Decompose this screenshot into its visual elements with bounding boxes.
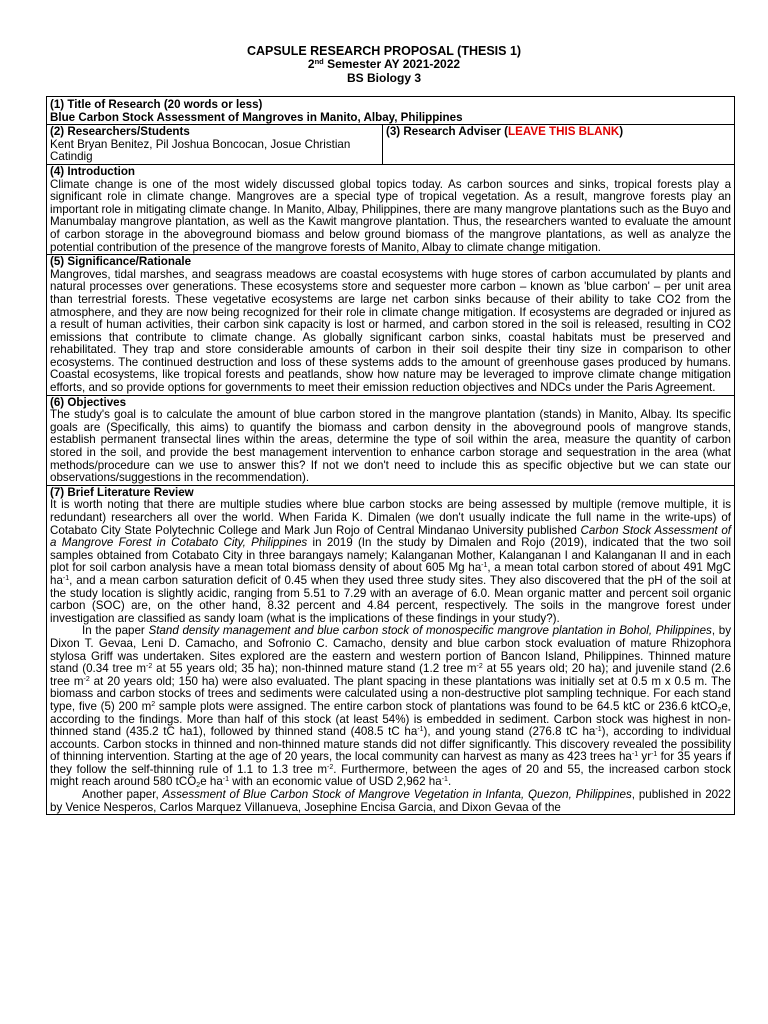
title-cell — [47, 97, 735, 125]
researchers-row — [47, 125, 735, 165]
semester-line — [0, 57, 768, 71]
lit1-paper-title: Carbon Stock Assessment of a Mangrove Forest in Cotabato City, Philippines — [50, 523, 731, 550]
lit2-sup-o: -1 — [441, 776, 448, 784]
literature-review-label: (7) Brief Literature Review — [50, 485, 194, 499]
semester-text: Semester AY 2021-2022 — [323, 57, 461, 71]
lit2-text-n: e ha — [200, 775, 223, 789]
lit1-sup-2: -1 — [62, 574, 70, 582]
lit2-text-p: . — [447, 775, 452, 789]
title-value: Blue Carbon Stock Assessment of Mangroves in Manito, Albay, Philippines — [50, 110, 463, 124]
lit2-sup-n: -1 — [222, 776, 230, 784]
introduction-cell — [47, 164, 735, 254]
lit2-text-d: at 55 years old; 35 ha); non-thinned mature stand (1.2 tree m — [152, 662, 477, 676]
adviser-leave-blank-note: LEAVE THIS BLANK — [508, 125, 620, 139]
program-line: BS Biology 3 — [346, 71, 421, 85]
lit1-text-g: , and a mean carbon saturation deficit of 0.45 when they used three study sites. They also discovered that the pH of the soil at the study location is slightly acidic, ranging from 5.51 to 7.29 with an average of 6.0. Mean organic matter and percent soil organic carbon (SOC) are, on the other hand, 8.32 percent and 4.84 percent, respectively. The soils in the mangrove forest under investigation are classified as sandy loam (what is the implications of these findings in your study?). — [50, 573, 732, 625]
objectives-text: The study's goal is to calculate the amount of blue carbon stored in the mangrove plantation (stands) in Manito, Albay. Its specific goals are (Specifically, this aims) to quantify the biomass and carbon density in the aboveground pools of mangrove stands, establish permanent transectal lines within the areas, determine the type of soil within the area, measure the quantity of carbon stored in the soil, and provide the best management intervention to enhance carbon storage and sequestration in the area (what methods/procedure can we use to answer this? If not we don't need to include this as specific objective but we can state our observations/suggestions in the recommendation). — [50, 408, 732, 485]
significance-row — [47, 255, 735, 396]
lit2-sup-k: -1 — [651, 751, 658, 759]
lit2-text-m: . Furthermore, between the ages of 20 and 55, the increased carbon stock might reach around 580 tCO — [50, 762, 732, 789]
lit2-sup-i: -1 — [595, 726, 602, 734]
introduction-text: Climate change is one of the most widely discussed global topics today. As carbon sources and sinks, tropical forests play a significant role in climate change. Mangroves are a special type of tropical vegetation. As a result, mangrove forests play an important role in mitigating climate change. In Manito, Albay, Philippines, there are many mangrove plantations such as the Buyo and Manumbalay mangrove plantation, as well as the Kawit mangrove plantation. Thus, the researchers wanted to evaluate the amount of carbon storage in the aboveground biomass and below ground biomass of the mangrove plantations, as well as analyze the potential contribution of the presence of the mangrove forests of Manito, Albay to climate change mitigation. — [50, 177, 732, 254]
lit2-text-j: ), according to individual accounts. Carbon stocks in thinned and non-thinned mature stands did not differ significantly. This discovery revealed the possibility of thinning intervention. Starting at the age of 20 years, the local community can harvest as many as 423 trees ha — [50, 725, 732, 764]
lit2-text-e: at 55 years old; 20 ha); and juvenile stand (2.6 tree m — [50, 662, 731, 688]
adviser-label-end: ) — [619, 125, 624, 139]
lit2-text-h: e, according to the findings. More than half of this stock (at least 54%) is embedded in sediment. Carbon stock was highest in non-thinned stand (435.2 tC ha1), followed by thinned stand (408.5 tC ha — [50, 699, 732, 739]
lit2-sup-j: -1 — [631, 751, 639, 759]
lit3-paper-title: Assessment of Blue Carbon Stock of Mangrove Vegetation in Infanta, Quezon, Philippines — [162, 788, 632, 802]
title-label: (1) Title of Research (20 words or less) — [50, 98, 263, 111]
literature-paragraph-1 — [50, 499, 731, 625]
lit2-text-i: ), and young stand (276.8 tC ha — [423, 725, 596, 739]
title-row — [47, 97, 735, 125]
lit2-text-g: sample plots were assigned. The entire carbon stock of plantations was found to be 64.5 ktC or 236.6 ktCO — [155, 699, 718, 713]
document-title: CAPSULE RESEARCH PROPOSAL (THESIS 1) — [246, 44, 522, 58]
introduction-label: (4) Introduction — [50, 164, 136, 178]
researchers-cell — [47, 125, 383, 165]
lit1-text-c: in 2019 (In the study by Dimalen and Rojo (2019), indicated that the two soil samples obtained from Cotabato City in three barangays namely; Kalanganan Mother, Kalanganan I and Kalanganan II and in each plot for soil carbon analysis have a mean total biomass density of about 605 Mg ha — [50, 536, 732, 575]
lit2-sup-f: 2 — [151, 700, 156, 708]
lit2-text-a: In the paper — [82, 624, 149, 638]
lit2-text-f: at 20 years old; 150 ha) were also evaluated. The plant spacing in these plantations was initially set at 0.5 m x 0.5 m. The biomass and carbon stocks of trees and sediments were calculated using a non-destructive plot sampling technique. For each stand type, five (5) 200 m — [50, 674, 732, 713]
literature-review-row — [47, 485, 735, 814]
lit2-sub-m: 2 — [196, 782, 201, 790]
literature-paragraph-2 — [50, 625, 731, 789]
lit2-text-o: with an economic value of USD 2,962 ha — [229, 775, 442, 789]
lit2-text-k: yr — [638, 750, 652, 764]
lit2-text-l: for 35 years if they follow the self-thinning rule of 1.1 to 1.3 tree m — [50, 750, 731, 776]
objectives-label: (6) Objectives — [50, 395, 127, 409]
lit1-sup-1: -1 — [481, 562, 488, 570]
significance-cell — [47, 255, 735, 396]
significance-text: Mangroves, tidal marshes, and seagrass meadows are coastal ecosystems with huge stores of carbon accumulated by plants and natural processes over generations. These ecosystems store and sequester more carbon – known as 'blue carbon' – per unit area than terrestrial forests. These vegetative ecosystems are large net carbon sinks because of their ability to take CO2 from the atmosphere, and they are now being recognized for their role in climate change mitigation. If ecosystems are degraded or injured as a result of human activities, their carbon sink capacity is lost or harmed, and carbon stored in the soil is released, resulting in CO2 emissions that contribute to climate change. As globally significant carbon sinks, coastal habitats must be preserved and rehabilitated. They trap and store considerable amounts of carbon in their soil despite their tiny size in comparison to other ecosystems. The continued destruction and loss of these systems adds to the amount of greenhouse gases produced by humans. Coastal ecosystems, like tropical forests and peatlands, show how nature may be leveraged to improve climate change mitigation efforts, and so provide options for governments to meet their emission reduction objectives and NDCs under the Paris Agreement. — [50, 267, 732, 395]
lit2-sub-g: 2 — [717, 706, 722, 714]
adviser-cell — [383, 125, 735, 165]
lit2-sup-e: -2 — [83, 675, 90, 683]
lit3-text-a: Another paper, — [82, 788, 163, 802]
proposal-form-table — [46, 96, 735, 815]
lit2-sup-c: -2 — [146, 663, 153, 671]
literature-paragraph-3 — [50, 789, 731, 814]
adviser-label-start: (3) Research Adviser ( — [386, 125, 509, 139]
lit1-text-e: , a mean total carbon stored of about 491 MgC ha — [50, 561, 732, 587]
lit2-paper-title: Stand density management and blue carbon stock of monospecific mangrove plantation in Bohol, Philippines — [148, 624, 712, 638]
lit2-sup-h: -1 — [417, 726, 424, 734]
literature-review-cell — [47, 485, 735, 814]
lit3-text-c: , published in 2022 by Venice Nesperos, Carlos Marquez Villanueva, Josephine Encisa Garcia, and Dixon Gevaa of the — [50, 788, 731, 814]
researchers-value: Kent Bryan Benitez, Pil Joshua Boncocan, Josue Christian Catindig — [50, 137, 351, 164]
semester-ordinal: 2 — [307, 57, 315, 71]
lit2-sup-l: -2 — [327, 763, 334, 771]
semester-ordinal-suffix: nd — [314, 57, 324, 66]
lit2-text-c: , by Dixon T. Gevaa, Leni D. Camacho, and Sofronio C. Camacho, density and blue carbon stock evaluation of mature Rhizophora stylosa Griff was undertaken. Sites explored are the eastern and western portion of Bancon Island, Philippines. Thinned mature stand (0.34 tree m — [50, 624, 732, 676]
significance-label: (5) Significance/Rationale — [50, 255, 192, 269]
lit2-sup-d: -2 — [476, 663, 483, 671]
lit1-text-a: It is worth noting that there are multiple studies where blue carbon stocks are being assessed by multiple (remove multiple, it is redundant) researchers all over the world. When Farida K. Dimalen (we don't usually indicate the full name in the write-ups) of Cotabato City State Polytechnic College and Mark Jun Rojo of Central Mindanao University published — [50, 498, 732, 537]
objectives-cell — [47, 395, 735, 485]
objectives-row — [47, 395, 735, 485]
adviser-label — [386, 126, 731, 139]
researchers-label: (2) Researchers/Students — [50, 125, 190, 139]
introduction-row — [47, 164, 735, 254]
